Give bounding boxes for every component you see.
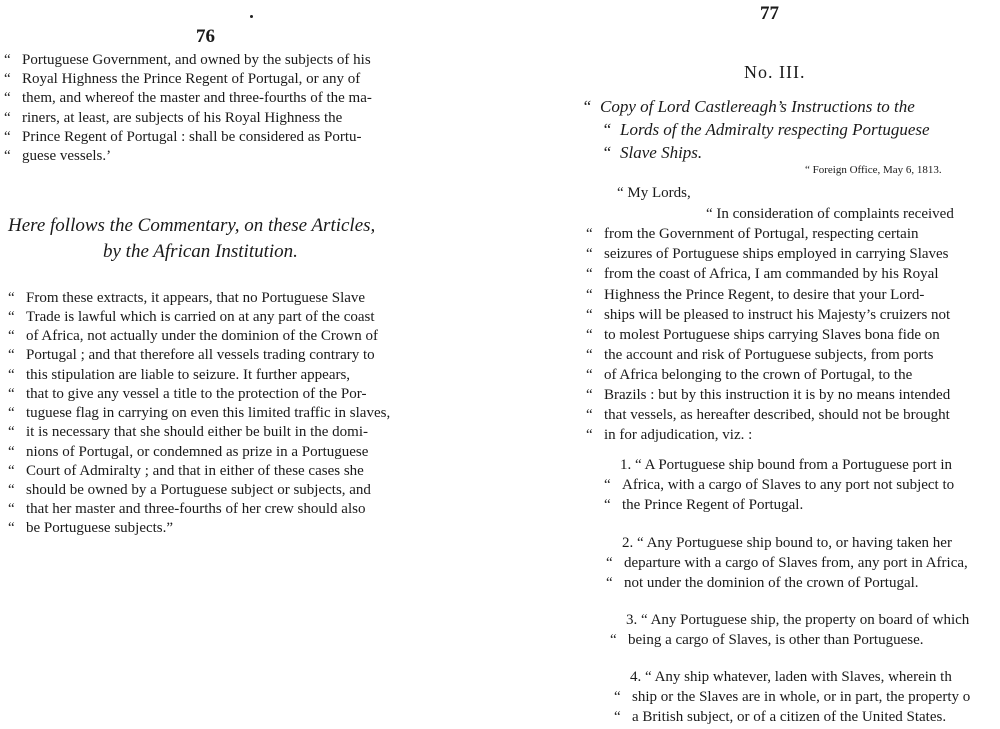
text-line: 3. “ Any Portuguese ship, the property on board of which [626, 612, 970, 628]
text-line: “ Royal Highness the Prince Regent of Portugal, or any of [4, 71, 361, 87]
left-page [0, 0, 470, 729]
text-line: 2. “ Any Portuguese ship bound to, or having taken her [622, 535, 952, 551]
text-line: “ Highness the Prince Regent, to desire that your Lord- [586, 287, 925, 303]
right-page-number: 77 [760, 3, 779, 24]
text-line: “ nions of Portugal, or condemned as prize in a Portuguese [8, 444, 369, 460]
text-line: “ in for adjudication, viz. : [586, 427, 753, 443]
text-line: “ From these extracts, it appears, that no Portuguese Slave [8, 290, 366, 306]
text-line: “ to molest Portuguese ships carrying Slaves bona fide on [586, 327, 940, 343]
text-line: “ that her master and three-fourths of her crew should also [8, 501, 366, 517]
section-title: No. III. [744, 62, 806, 82]
text-line: “ ships will be pleased to instruct his Majesty’s cruizers not [586, 307, 951, 323]
text-line: “ the account and risk of Portuguese subjects, from ports [586, 347, 934, 363]
title-line: “ Slave Ships. [602, 143, 703, 162]
commentary-heading-line-1: Here follows the Commentary, on these Articles, [8, 215, 376, 236]
text-line: “ of Africa belonging to the crown of Portugal, to the [586, 367, 913, 383]
text-line: 1. “ A Portuguese ship bound from a Portuguese port in [620, 457, 953, 473]
text-line: “ not under the dominion of the crown of Portugal. [606, 575, 919, 591]
text-line: “ departure with a cargo of Slaves from, any port in Africa, [606, 555, 968, 571]
dateline: “ Foreign Office, May 6, 1813. [805, 164, 942, 176]
text-line: “ Brazils : but by this instruction it is by no means intended [586, 387, 951, 403]
text-line: “ Portuguese Government, and owned by the subjects of his [4, 52, 371, 68]
commentary-heading-line-2: by the African Institution. [103, 241, 298, 262]
text-line: “ from the coast of Africa, I am commanded by his Royal [586, 266, 939, 282]
text-line: 4. “ Any ship whatever, laden with Slaves, wherein th [630, 669, 952, 685]
text-line: “ from the Government of Portugal, respecting certain [586, 226, 919, 242]
text-line: “ Court of Admiralty ; and that in either of these cases she [8, 463, 364, 479]
text-line: “ Prince Regent of Portugal : shall be considered as Portu- [4, 129, 362, 145]
text-line: “ tuguese flag in carrying on even this limited traffic in slaves, [8, 405, 391, 421]
text-line: “ Africa, with a cargo of Slaves to any port not subject to [604, 477, 955, 493]
title-line: “ Lords of the Admiralty respecting Portuguese [602, 120, 930, 139]
text-line: “ a British subject, or of a citizen of the United States. [614, 709, 947, 725]
ink-speck [250, 15, 253, 18]
text-line: “ Portugal ; and that therefore all vessels trading contrary to [8, 347, 375, 363]
text-line: “ them, and whereof the master and three-fourths of the ma- [4, 90, 372, 106]
title-line: “ Copy of Lord Castlereagh’s Instructions to the [582, 97, 915, 116]
text-line: “ that vessels, as hereafter described, should not be brought [586, 407, 950, 423]
text-line: “ riners, at least, are subjects of his Royal Highness the [4, 110, 343, 126]
text-line: “ it is necessary that she should either be built in the domi- [8, 424, 369, 440]
text-line: “ being a cargo of Slaves, is other than Portuguese. [610, 632, 924, 648]
text-line: “ that to give any vessel a title to the protection of the Por- [8, 386, 367, 402]
left-page-number: 76 [196, 26, 215, 47]
text-line: “ this stipulation are liable to seizure. It further appears, [8, 367, 351, 383]
text-line: “ be Portuguese subjects.” [8, 520, 174, 536]
text-line: “ the Prince Regent of Portugal. [604, 497, 804, 513]
text-line: “ ship or the Slaves are in whole, or in part, the property o [614, 689, 971, 705]
text-line: “ In consideration of complaints received [706, 206, 954, 222]
salutation: “ My Lords, [617, 185, 691, 201]
text-line: “ Trade is lawful which is carried on at any part of the coast [8, 309, 375, 325]
text-line: “ should be owned by a Portuguese subject or subjects, and [8, 482, 371, 498]
text-line: “ seizures of Portuguese ships employed in carrying Slaves [586, 246, 949, 262]
text-line: “ of Africa, not actually under the dominion of the Crown of [8, 328, 378, 344]
text-line: “ guese vessels.’ [4, 148, 112, 164]
right-page [560, 0, 1000, 729]
